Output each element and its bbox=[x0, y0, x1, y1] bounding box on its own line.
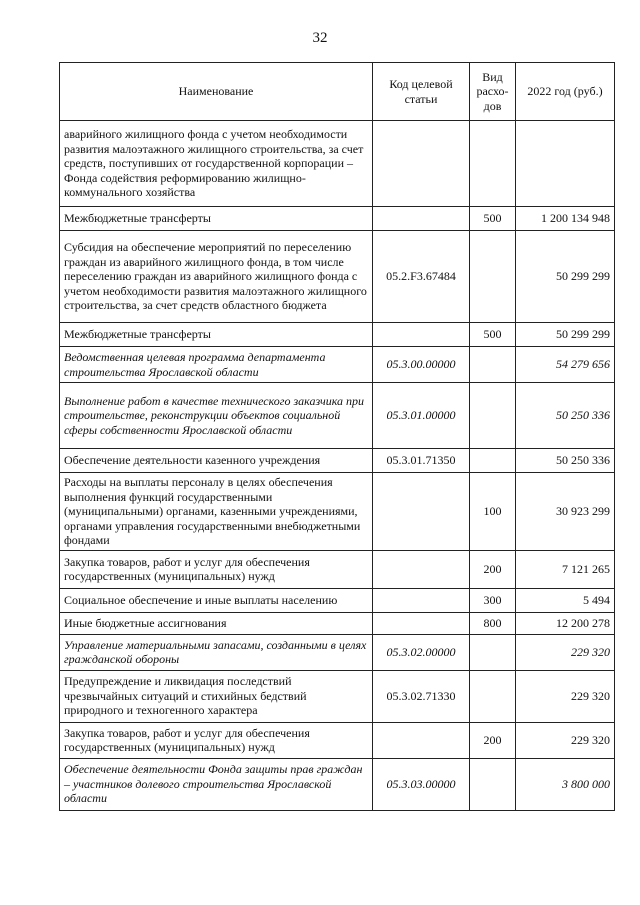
table-row bbox=[60, 207, 615, 231]
cell-code: 05.2.F3.67484 bbox=[373, 231, 470, 323]
cell-name: Межбюджетные трансферты bbox=[60, 207, 373, 231]
cell-sum: 229 320 bbox=[516, 722, 615, 758]
cell-type: 200 bbox=[470, 722, 516, 758]
cell-code bbox=[373, 473, 470, 551]
cell-name: Межбюджетные трансферты bbox=[60, 323, 373, 347]
table-row bbox=[60, 670, 615, 722]
table-row bbox=[60, 588, 615, 612]
header-name: Наименование bbox=[60, 63, 373, 121]
cell-name: Закупка товаров, работ и услуг для обеспечения государственных (муниципальных) нужд bbox=[60, 722, 373, 758]
table-row bbox=[60, 121, 615, 207]
cell-type bbox=[470, 121, 516, 207]
cell-code bbox=[373, 722, 470, 758]
cell-sum: 50 299 299 bbox=[516, 231, 615, 323]
cell-type: 800 bbox=[470, 612, 516, 634]
cell-name: Управление материальными запасами, созданными в целях гражданской обороны bbox=[60, 634, 373, 670]
cell-name: Выполнение работ в качестве технического заказчика при строительстве, реконструкции объектов социальной сферы собственности Ярославской области bbox=[60, 383, 373, 449]
cell-code: 05.3.02.00000 bbox=[373, 634, 470, 670]
table-row bbox=[60, 383, 615, 449]
cell-type: 100 bbox=[470, 473, 516, 551]
table-row bbox=[60, 758, 615, 810]
cell-name: Обеспечение деятельности казенного учреждения bbox=[60, 449, 373, 473]
cell-name: Ведомственная целевая программа департамента строительства Ярославской области bbox=[60, 347, 373, 383]
cell-name: Закупка товаров, работ и услуг для обеспечения государственных (муниципальных) нужд bbox=[60, 550, 373, 588]
page-number: 32 bbox=[312, 30, 328, 46]
cell-type bbox=[470, 231, 516, 323]
cell-sum: 5 494 bbox=[516, 588, 615, 612]
cell-code bbox=[373, 323, 470, 347]
cell-type: 300 bbox=[470, 588, 516, 612]
cell-sum: 50 250 336 bbox=[516, 383, 615, 449]
cell-code bbox=[373, 550, 470, 588]
cell-type bbox=[470, 383, 516, 449]
cell-sum: 30 923 299 bbox=[516, 473, 615, 551]
cell-sum: 50 299 299 bbox=[516, 323, 615, 347]
cell-name: Иные бюджетные ассигнования bbox=[60, 612, 373, 634]
cell-code bbox=[373, 588, 470, 612]
table-row bbox=[60, 323, 615, 347]
table-row bbox=[60, 550, 615, 588]
cell-type bbox=[470, 449, 516, 473]
cell-type: 500 bbox=[470, 207, 516, 231]
cell-sum: 7 121 265 bbox=[516, 550, 615, 588]
header-sum: 2022 год (руб.) bbox=[516, 63, 615, 121]
cell-sum: 50 250 336 bbox=[516, 449, 615, 473]
cell-code bbox=[373, 121, 470, 207]
cell-code: 05.3.01.71350 bbox=[373, 449, 470, 473]
cell-type: 200 bbox=[470, 550, 516, 588]
cell-sum: 229 320 bbox=[516, 670, 615, 722]
cell-type bbox=[470, 670, 516, 722]
table-row bbox=[60, 634, 615, 670]
cell-name: Социальное обеспечение и иные выплаты населению bbox=[60, 588, 373, 612]
cell-sum: 12 200 278 bbox=[516, 612, 615, 634]
cell-code: 05.3.03.00000 bbox=[373, 758, 470, 810]
cell-code: 05.3.01.00000 bbox=[373, 383, 470, 449]
cell-name: Обеспечение деятельности Фонда защиты прав граждан – участников долевого строительства Ярославской области bbox=[60, 758, 373, 810]
cell-code: 05.3.02.71330 bbox=[373, 670, 470, 722]
table-row bbox=[60, 231, 615, 323]
cell-sum: 3 800 000 bbox=[516, 758, 615, 810]
cell-sum: 229 320 bbox=[516, 634, 615, 670]
header-code: Код целевой статьи bbox=[373, 63, 470, 121]
cell-code bbox=[373, 207, 470, 231]
table-row bbox=[60, 473, 615, 551]
cell-sum: 54 279 656 bbox=[516, 347, 615, 383]
table-row bbox=[60, 612, 615, 634]
budget-table bbox=[59, 62, 615, 811]
header-type: Вид расхо-дов bbox=[470, 63, 516, 121]
table-row bbox=[60, 347, 615, 383]
cell-name: Расходы на выплаты персоналу в целях обеспечения выполнения функций государственными (муниципальными) органами, казенными учреждениями, органами управления государственными внебюджетными фондами bbox=[60, 473, 373, 551]
table-row bbox=[60, 722, 615, 758]
cell-sum bbox=[516, 121, 615, 207]
cell-type bbox=[470, 758, 516, 810]
cell-name: аварийного жилищного фонда с учетом необходимости развития малоэтажного жилищного строительства, за счет средств, поступивших от государственной корпорации – Фонда содействия реформированию жилищно-коммунального хозяйства bbox=[60, 121, 373, 207]
cell-name: Предупреждение и ликвидация последствий чрезвычайных ситуаций и стихийных бедствий природного и техногенного характера bbox=[60, 670, 373, 722]
cell-type: 500 bbox=[470, 323, 516, 347]
table-row bbox=[60, 449, 615, 473]
cell-code bbox=[373, 612, 470, 634]
cell-name: Субсидия на обеспечение мероприятий по переселению граждан из аварийного жилищного фонда, в том числе переселению граждан из аварийного жилищного фонда с учетом необходимости развития малоэтажного жилищного строительства, за счет средств областного бюджета bbox=[60, 231, 373, 323]
table-header-row bbox=[60, 63, 615, 121]
cell-type bbox=[470, 634, 516, 670]
cell-code: 05.3.00.00000 bbox=[373, 347, 470, 383]
cell-sum: 1 200 134 948 bbox=[516, 207, 615, 231]
cell-type bbox=[470, 347, 516, 383]
